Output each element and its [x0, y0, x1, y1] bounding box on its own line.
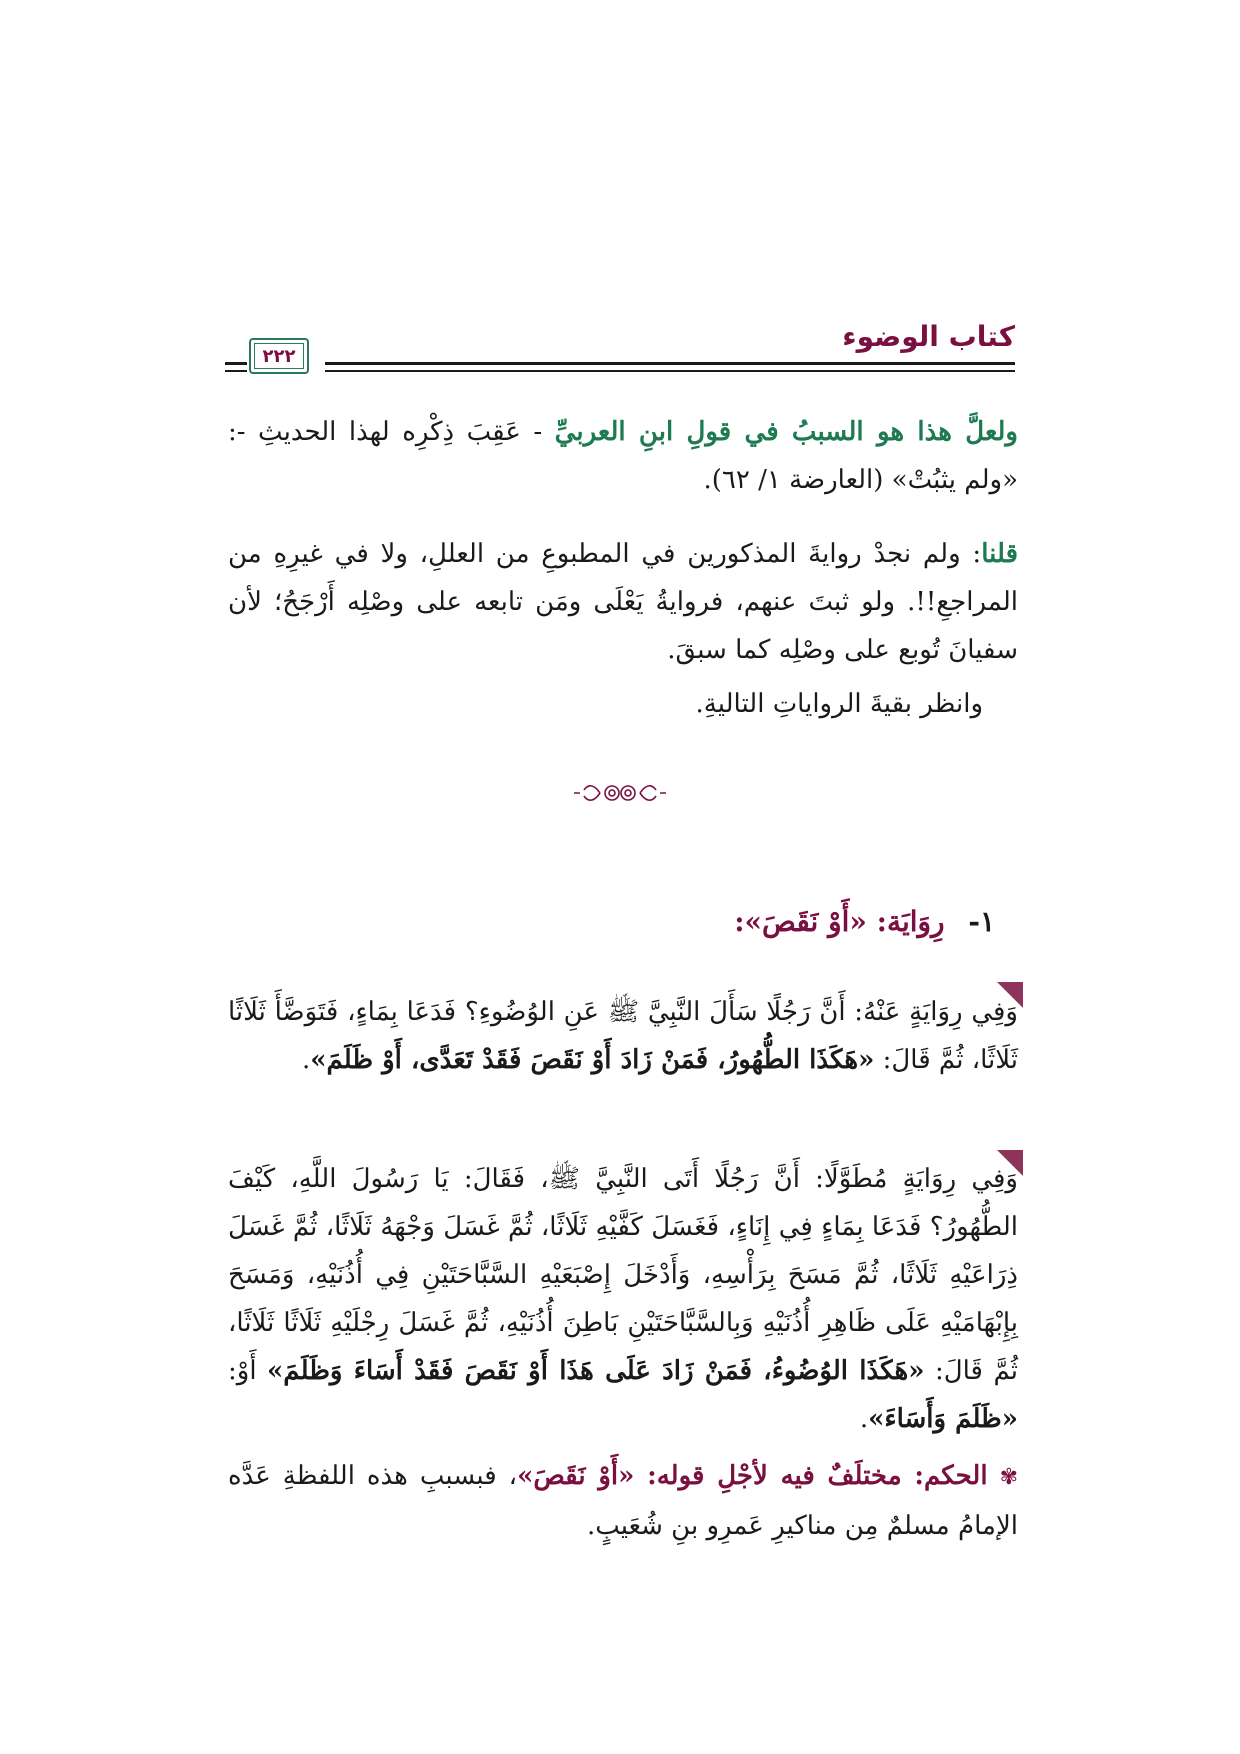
page-number: ٢٢٢: [262, 345, 296, 367]
paragraph-2: [228, 530, 1018, 674]
paragraph-2-text: : ولم نجدْ روايةَ المذكورين في المطبوعِ من العللِ، ولا في غيرِهِ من المراجعِ!!. ولو ثبتَ عنهم، فروايةُ يَعْلَى ومَن تابعه على وصْلِه أَرْجَحُ؛ لأن سفيانَ تُوبع على وصْلِه كما سبقَ.: [228, 539, 1018, 665]
ruling-quoted: «أَوْ نَقَصَ»: [517, 1461, 635, 1491]
paragraph-3: وانظر بقيةَ الرواياتِ التاليةِ.: [695, 689, 983, 719]
quote-2-bold: «هَكَذَا الوُضُوءُ، فَمَنْ زَادَ عَلَى هَذَا أَوْ نَقَصَ فَقَدْ أَسَاءَ وَظَلَمَ»: [267, 1356, 925, 1386]
ruling-paragraph: [228, 1452, 1018, 1550]
paragraph-2-lead: قلنا: [981, 539, 1018, 569]
quote-2-mid: أَوْ:: [228, 1356, 268, 1386]
book-title: كتاب الوضوء: [842, 320, 1015, 353]
paragraph-1-text: - عَقِبَ ذِكْرِه لهذا الحديثِ -: «ولم يثبُتْ» (العارضة ١/ ٦٢).: [228, 417, 1018, 495]
paragraph-1-lead: ولعلَّ هذا هو السببُ في قولِ ابنِ العربيِّ: [554, 417, 1018, 447]
quote-1-text: وَفِي رِوَايَةٍ عَنْهُ: أَنَّ رَجُلًا سَأَلَ النَّبِيَّ ﷺ عَنِ الوُضُوءِ؟ فَدَعَا بِمَاءٍ، فَتَوَضَّأَ ثَلَاثًا ثَلَاثًا، ثُمَّ قَالَ:: [228, 997, 1018, 1075]
header-rule-top: [325, 362, 1015, 365]
page-header: [225, 320, 1015, 390]
quote-1-bold: «هَكَذَا الطُّهُورُ، فَمَنْ زَادَ أَوْ نَقَصَ فَقَدْ تَعَدَّى، أَوْ ظَلَمَ»: [310, 1045, 875, 1075]
section-heading: [734, 905, 995, 938]
ruling-label: الحكم:: [914, 1461, 988, 1491]
flower-bullet-icon: ✾: [999, 1465, 1019, 1490]
section-title: رِوَايَة: «أَوْ نَقَصَ»:: [734, 905, 945, 938]
quote-1-end: .: [301, 1045, 311, 1075]
header-rule-left-bottom: [225, 370, 247, 372]
ruling-text: ، فبسببِ هذه اللفظةِ عَدَّه الإمامُ مسلمٌ مِن مناكيرِ عَمرِو بنِ شُعَيبٍ.: [228, 1461, 1018, 1541]
section-number: ١-: [968, 905, 995, 938]
quote-2-bold-2: «ظَلَمَ وَأَسَاءَ»: [868, 1404, 1018, 1434]
ruling-lead: مختلَفٌ فيه لأجْلِ قوله:: [634, 1461, 915, 1491]
quote-2-end: .: [859, 1404, 869, 1434]
quote-2-text: وَفِي رِوَايَةٍ مُطَوَّلًا: أَنَّ رَجُلًا أَتَى النَّبِيَّ ﷺ، فَقَالَ: يَا رَسُولَ اللَّهِ، كَيْفَ الطُّهُورُ؟ فَدَعَا بِمَاءٍ فِي إِنَاءٍ، فَغَسَلَ كَفَّيْهِ ثَلَاثًا، ثُمَّ غَسَلَ وَجْهَهُ ثَلَاثًا، ثُمَّ غَسَلَ ذِرَاعَيْهِ ثَلَاثًا، ثُمَّ مَسَحَ بِرَأْسِهِ، وَأَدْخَلَ إِصْبَعَيْهِ السَّبَّاحَتَيْنِ فِي أُذُنَيْهِ، وَمَسَحَ بِإِبْهَامَيْهِ عَلَى ظَاهِرِ أُذُنَيْهِ وَبِالسَّبَّاحَتَيْنِ بَاطِنَ أُذُنَيْهِ، ثُمَّ غَسَلَ رِجْلَيْهِ ثَلَاثًا ثَلَاثًا، ثُمَّ قَالَ:: [228, 1164, 1018, 1386]
quote-2: [228, 1155, 1018, 1443]
header-rule-bottom: [325, 370, 1015, 372]
page-number-box: [249, 338, 309, 374]
quote-1: [228, 988, 1018, 1084]
header-rule-left-top: [225, 362, 247, 365]
floral-divider-icon: [570, 778, 670, 808]
paragraph-1: [228, 408, 1018, 504]
